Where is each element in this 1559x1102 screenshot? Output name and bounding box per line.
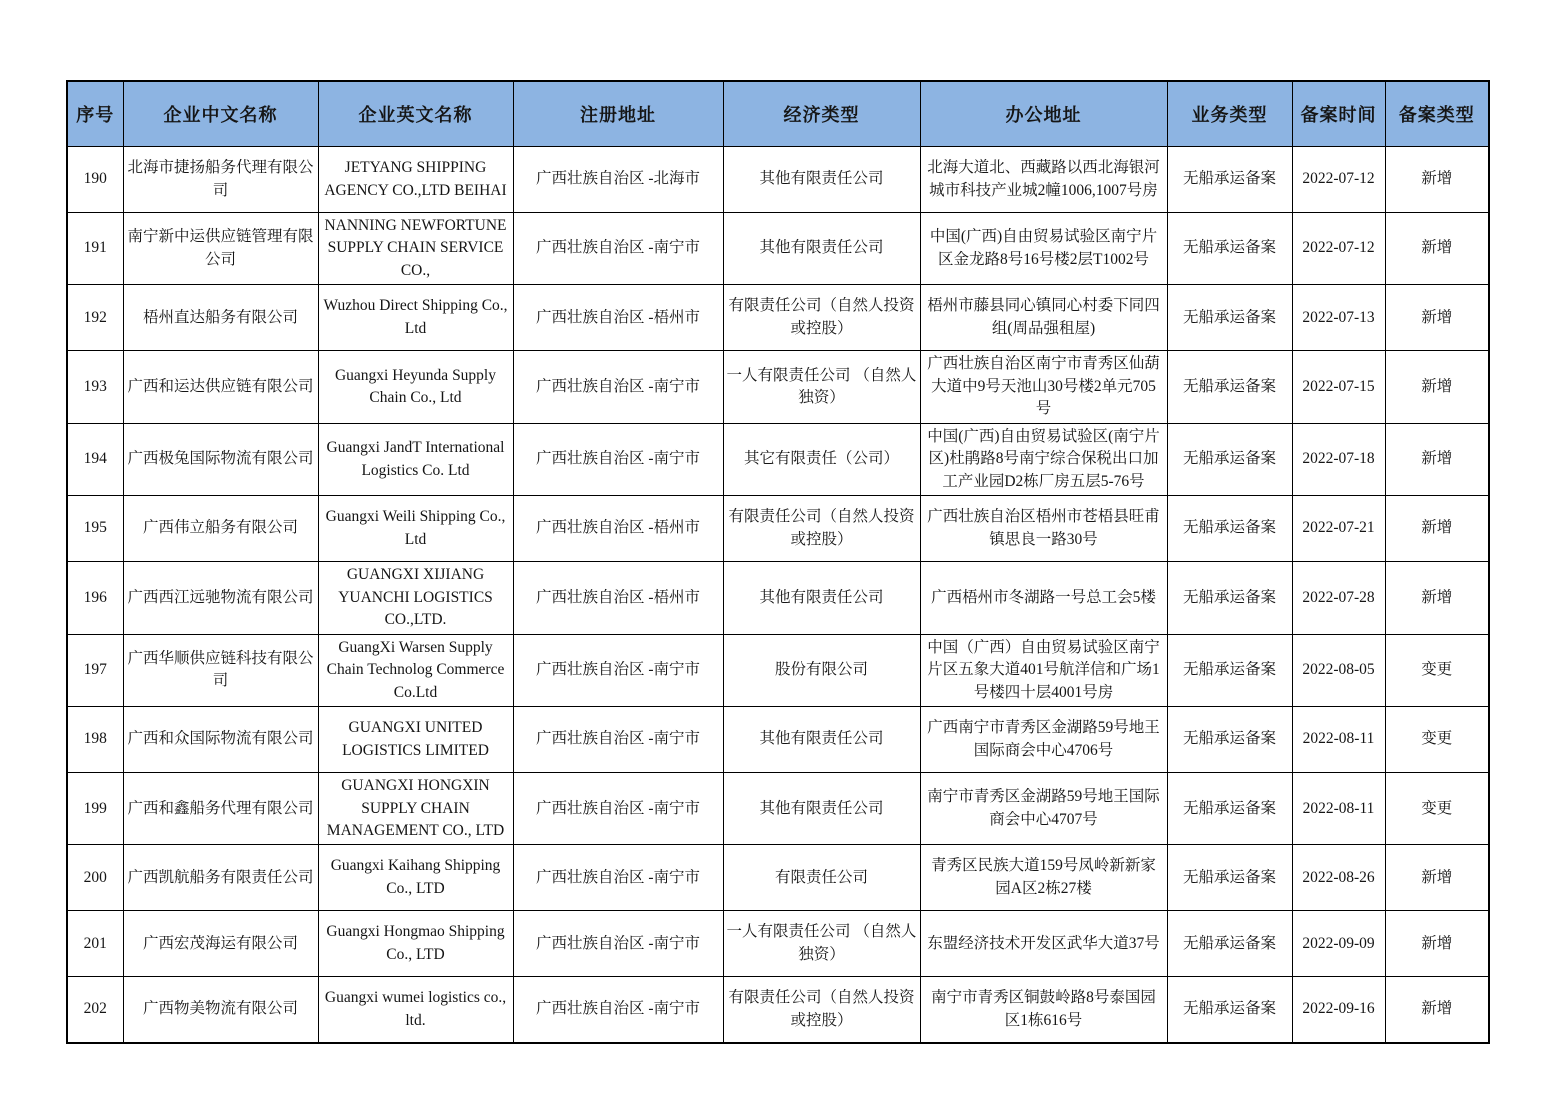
cell-filing-type: 新增	[1385, 285, 1489, 351]
cell-office-address: 广西南宁市青秀区金湖路59号地王国际商会中心4706号	[920, 707, 1167, 773]
cell-econ-type: 股份有限公司	[723, 634, 920, 706]
cell-office-address: 北海大道北、西藏路以西北海银河城市科技产业城2幢1006,1007号房	[920, 147, 1167, 213]
cell-econ-type: 其他有限责任公司	[723, 562, 920, 634]
col-header-office-address: 办公地址	[920, 81, 1167, 147]
cell-biz-type: 无船承运备案	[1167, 423, 1292, 495]
cell-index: 194	[67, 423, 123, 495]
cell-econ-type: 有限责任公司	[723, 845, 920, 911]
cell-econ-type: 一人有限责任公司 （自然人独资）	[723, 911, 920, 977]
cell-biz-type: 无船承运备案	[1167, 911, 1292, 977]
cell-office-address: 广西壮族自治区梧州市苍梧县旺甫镇思良一路30号	[920, 496, 1167, 562]
cell-en-name: Wuzhou Direct Shipping Co., Ltd	[318, 285, 513, 351]
cell-index: 199	[67, 773, 123, 845]
cell-index: 191	[67, 213, 123, 285]
cell-office-address: 青秀区民族大道159号凤岭新新家园A区2栋27楼	[920, 845, 1167, 911]
cell-biz-type: 无船承运备案	[1167, 707, 1292, 773]
cell-index: 195	[67, 496, 123, 562]
cell-cn-name: 广西和运达供应链有限公司	[123, 351, 318, 423]
table-row	[67, 562, 1489, 634]
cell-biz-type: 无船承运备案	[1167, 285, 1292, 351]
cell-econ-type: 有限责任公司（自然人投资或控股）	[723, 285, 920, 351]
cell-econ-type: 其它有限责任（公司）	[723, 423, 920, 495]
cell-econ-type: 一人有限责任公司 （自然人独资）	[723, 351, 920, 423]
cell-reg-address: 广西壮族自治区 -北海市	[513, 147, 723, 213]
cell-en-name: Guangxi wumei logistics co., ltd.	[318, 977, 513, 1043]
cell-reg-address: 广西壮族自治区 -梧州市	[513, 285, 723, 351]
table-header-row	[67, 81, 1489, 147]
table-row	[67, 911, 1489, 977]
cell-index: 201	[67, 911, 123, 977]
cell-office-address: 梧州市藤县同心镇同心村委下同四组(周品强租屋)	[920, 285, 1167, 351]
cell-cn-name: 梧州直达船务有限公司	[123, 285, 318, 351]
cell-cn-name: 广西伟立船务有限公司	[123, 496, 318, 562]
cell-biz-type: 无船承运备案	[1167, 351, 1292, 423]
table-row	[67, 977, 1489, 1043]
col-header-index: 序号	[67, 81, 123, 147]
cell-filing-date: 2022-08-26	[1292, 845, 1385, 911]
cell-cn-name: 广西西江远驰物流有限公司	[123, 562, 318, 634]
cell-biz-type: 无船承运备案	[1167, 773, 1292, 845]
cell-en-name: GUANGXI HONGXIN SUPPLY CHAIN MANAGEMENT CO., LTD	[318, 773, 513, 845]
cell-en-name: Guangxi Kaihang Shipping Co., LTD	[318, 845, 513, 911]
cell-filing-date: 2022-08-11	[1292, 707, 1385, 773]
cell-filing-type: 新增	[1385, 977, 1489, 1043]
cell-cn-name: 广西宏茂海运有限公司	[123, 911, 318, 977]
cell-index: 196	[67, 562, 123, 634]
cell-cn-name: 广西极兔国际物流有限公司	[123, 423, 318, 495]
cell-index: 193	[67, 351, 123, 423]
table-row	[67, 285, 1489, 351]
table-row	[67, 773, 1489, 845]
cell-en-name: GuangXi Warsen Supply Chain Technolog Commerce Co.Ltd	[318, 634, 513, 706]
cell-filing-date: 2022-07-13	[1292, 285, 1385, 351]
cell-filing-date: 2022-07-12	[1292, 213, 1385, 285]
cell-biz-type: 无船承运备案	[1167, 213, 1292, 285]
table-row	[67, 423, 1489, 495]
cell-biz-type: 无船承运备案	[1167, 147, 1292, 213]
cell-filing-date: 2022-07-28	[1292, 562, 1385, 634]
cell-econ-type: 有限责任公司（自然人投资或控股）	[723, 496, 920, 562]
cell-index: 202	[67, 977, 123, 1043]
cell-filing-date: 2022-07-15	[1292, 351, 1385, 423]
cell-cn-name: 广西凯航船务有限责任公司	[123, 845, 318, 911]
cell-econ-type: 其他有限责任公司	[723, 773, 920, 845]
cell-filing-date: 2022-07-12	[1292, 147, 1385, 213]
cell-reg-address: 广西壮族自治区 -梧州市	[513, 562, 723, 634]
cell-filing-type: 变更	[1385, 707, 1489, 773]
cell-filing-type: 新增	[1385, 911, 1489, 977]
cell-index: 197	[67, 634, 123, 706]
cell-filing-date: 2022-09-09	[1292, 911, 1385, 977]
col-header-filing-type: 备案类型	[1385, 81, 1489, 147]
col-header-reg-address: 注册地址	[513, 81, 723, 147]
col-header-biz-type: 业务类型	[1167, 81, 1292, 147]
cell-office-address: 广西壮族自治区南宁市青秀区仙葫大道中9号天池山30号楼2单元705号	[920, 351, 1167, 423]
cell-en-name: NANNING NEWFORTUNE SUPPLY CHAIN SERVICE CO.,	[318, 213, 513, 285]
cell-reg-address: 广西壮族自治区 -南宁市	[513, 423, 723, 495]
cell-filing-type: 变更	[1385, 773, 1489, 845]
cell-filing-type: 新增	[1385, 562, 1489, 634]
cell-econ-type: 其他有限责任公司	[723, 147, 920, 213]
cell-en-name: GUANGXI XIJIANG YUANCHI LOGISTICS CO.,LTD.	[318, 562, 513, 634]
cell-filing-date: 2022-09-16	[1292, 977, 1385, 1043]
cell-cn-name: 广西和众国际物流有限公司	[123, 707, 318, 773]
cell-biz-type: 无船承运备案	[1167, 496, 1292, 562]
cell-office-address: 中国(广西)自由贸易试验区(南宁片区)杜鹃路8号南宁综合保税出口加工产业园D2栋厂房五层5-76号	[920, 423, 1167, 495]
cell-filing-date: 2022-07-18	[1292, 423, 1385, 495]
cell-filing-type: 新增	[1385, 147, 1489, 213]
cell-econ-type: 其他有限责任公司	[723, 213, 920, 285]
col-header-econ-type: 经济类型	[723, 81, 920, 147]
cell-office-address: 中国(广西)自由贸易试验区南宁片区金龙路8号16号楼2层T1002号	[920, 213, 1167, 285]
cell-reg-address: 广西壮族自治区 -南宁市	[513, 911, 723, 977]
cell-reg-address: 广西壮族自治区 -南宁市	[513, 707, 723, 773]
cell-reg-address: 广西壮族自治区 -南宁市	[513, 351, 723, 423]
cell-index: 198	[67, 707, 123, 773]
col-header-en-name: 企业英文名称	[318, 81, 513, 147]
cell-office-address: 广西梧州市冬湖路一号总工会5楼	[920, 562, 1167, 634]
cell-cn-name: 广西华顺供应链科技有限公司	[123, 634, 318, 706]
cell-econ-type: 有限责任公司（自然人投资或控股）	[723, 977, 920, 1043]
cell-filing-date: 2022-08-11	[1292, 773, 1385, 845]
table-row	[67, 147, 1489, 213]
cell-reg-address: 广西壮族自治区 -南宁市	[513, 634, 723, 706]
cell-filing-date: 2022-08-05	[1292, 634, 1385, 706]
cell-filing-type: 新增	[1385, 213, 1489, 285]
carrier-filing-table	[66, 80, 1490, 1044]
cell-reg-address: 广西壮族自治区 -南宁市	[513, 977, 723, 1043]
cell-cn-name: 北海市捷扬船务代理有限公司	[123, 147, 318, 213]
cell-filing-type: 新增	[1385, 351, 1489, 423]
cell-reg-address: 广西壮族自治区 -南宁市	[513, 773, 723, 845]
cell-office-address: 东盟经济技术开发区武华大道37号	[920, 911, 1167, 977]
cell-cn-name: 南宁新中运供应链管理有限公司	[123, 213, 318, 285]
cell-index: 190	[67, 147, 123, 213]
table-row	[67, 634, 1489, 706]
cell-en-name: Guangxi Weili Shipping Co., Ltd	[318, 496, 513, 562]
cell-reg-address: 广西壮族自治区 -梧州市	[513, 496, 723, 562]
cell-en-name: Guangxi Heyunda Supply Chain Co., Ltd	[318, 351, 513, 423]
cell-en-name: Guangxi JandT International Logistics Co. Ltd	[318, 423, 513, 495]
cell-filing-type: 新增	[1385, 496, 1489, 562]
cell-index: 192	[67, 285, 123, 351]
cell-filing-type: 新增	[1385, 423, 1489, 495]
table-row	[67, 496, 1489, 562]
cell-biz-type: 无船承运备案	[1167, 977, 1292, 1043]
cell-index: 200	[67, 845, 123, 911]
cell-office-address: 南宁市青秀区金湖路59号地王国际商会中心4707号	[920, 773, 1167, 845]
cell-office-address: 中国（广西）自由贸易试验区南宁片区五象大道401号航洋信和广场1号楼四十层4001号房	[920, 634, 1167, 706]
table-row	[67, 213, 1489, 285]
cell-en-name: GUANGXI UNITED LOGISTICS LIMITED	[318, 707, 513, 773]
cell-reg-address: 广西壮族自治区 -南宁市	[513, 213, 723, 285]
table-row	[67, 845, 1489, 911]
table-row	[67, 351, 1489, 423]
cell-biz-type: 无船承运备案	[1167, 562, 1292, 634]
cell-biz-type: 无船承运备案	[1167, 845, 1292, 911]
col-header-cn-name: 企业中文名称	[123, 81, 318, 147]
cell-cn-name: 广西物美物流有限公司	[123, 977, 318, 1043]
table-body	[67, 147, 1489, 1043]
cell-econ-type: 其他有限责任公司	[723, 707, 920, 773]
col-header-filing-date: 备案时间	[1292, 81, 1385, 147]
table-row	[67, 707, 1489, 773]
cell-en-name: Guangxi Hongmao Shipping Co., LTD	[318, 911, 513, 977]
cell-biz-type: 无船承运备案	[1167, 634, 1292, 706]
cell-filing-type: 变更	[1385, 634, 1489, 706]
cell-cn-name: 广西和鑫船务代理有限公司	[123, 773, 318, 845]
cell-filing-date: 2022-07-21	[1292, 496, 1385, 562]
cell-en-name: JETYANG SHIPPING AGENCY CO.,LTD BEIHAI	[318, 147, 513, 213]
cell-filing-type: 新增	[1385, 845, 1489, 911]
cell-office-address: 南宁市青秀区铜鼓岭路8号泰国园区1栋616号	[920, 977, 1167, 1043]
cell-reg-address: 广西壮族自治区 -南宁市	[513, 845, 723, 911]
